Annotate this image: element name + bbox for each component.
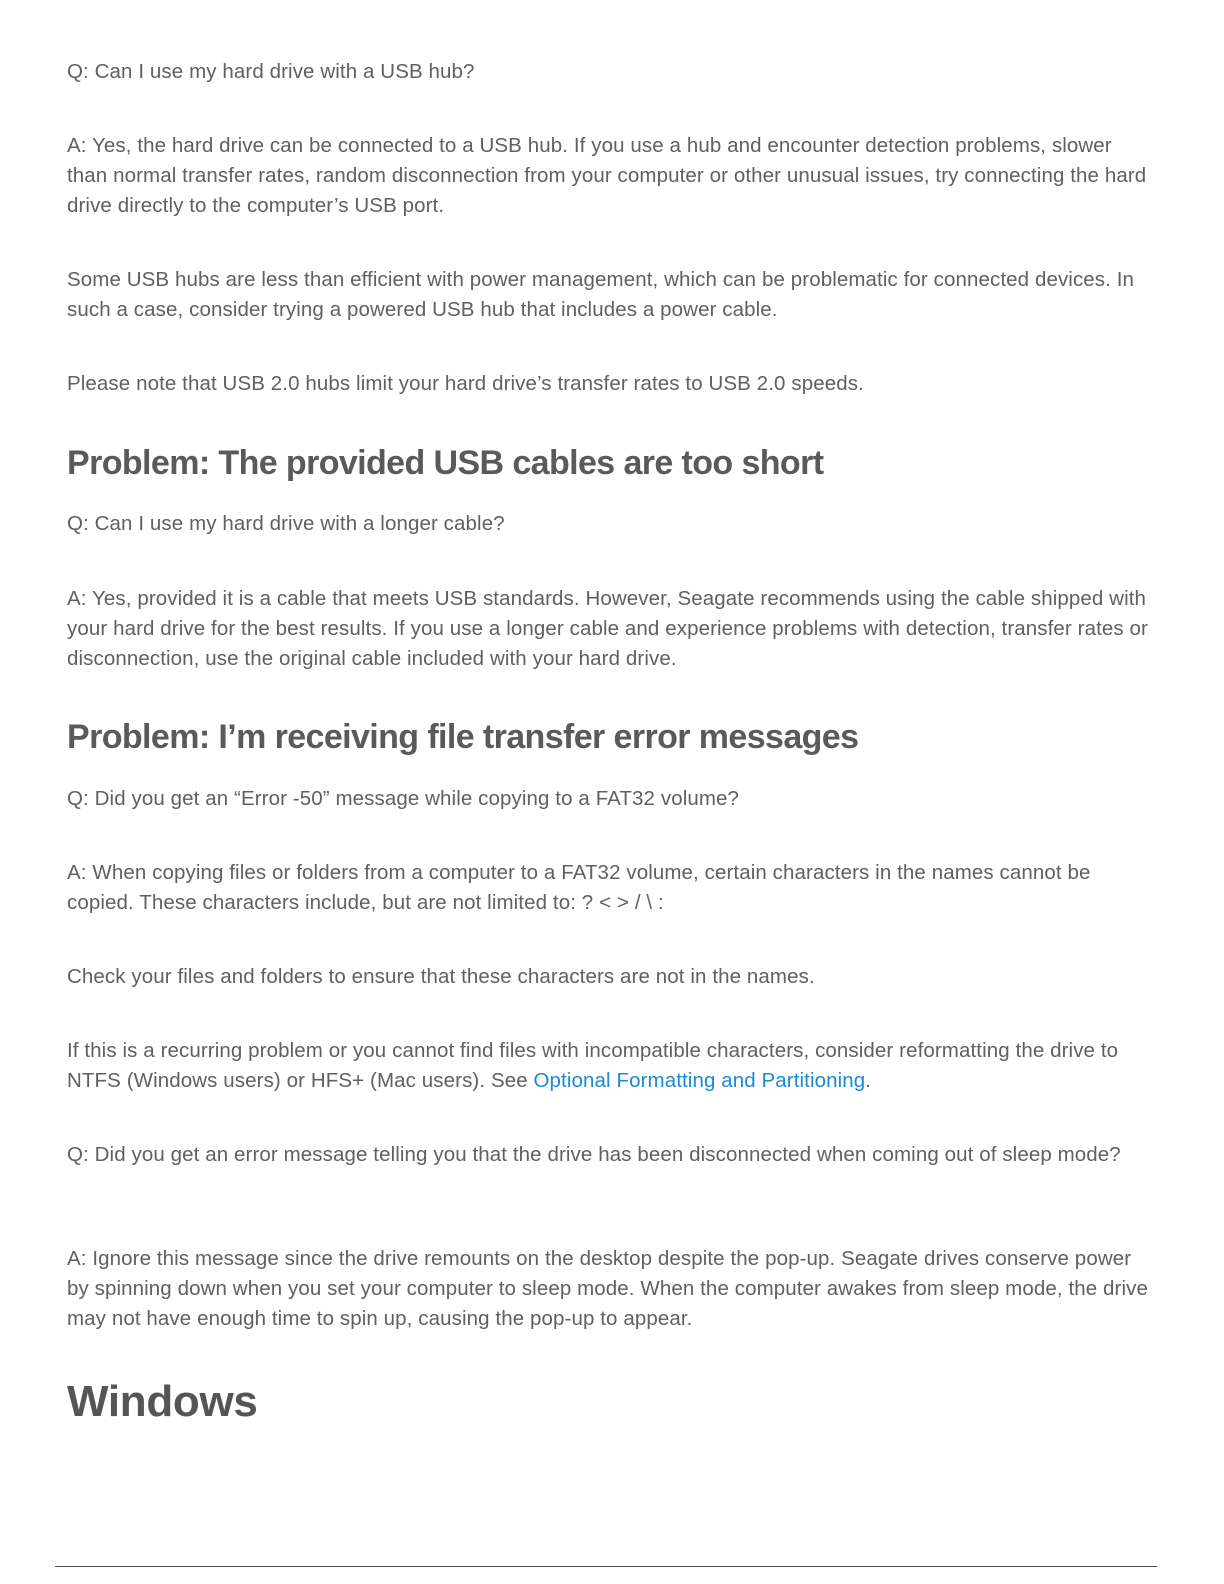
- heading-windows: Windows: [67, 1377, 258, 1426]
- reformat-note-end: .: [865, 1069, 872, 1092]
- sleep-mode-answer: A: Ignore this message since the drive remounts on the desktop despite the pop-up. Seagate drives conserve power by spinning down when you set your computer to sleep mode. When the computer awakes from sleep mode, the drive may not have enough time to spin up, causing the pop-up to appear.: [67, 1247, 1148, 1330]
- footer-divider: [55, 1566, 1157, 1567]
- optional-formatting-link[interactable]: Optional Formatting and Partitioning: [533, 1069, 866, 1092]
- longer-cable-answer: A: Yes, provided it is a cable that meets USB standards. However, Seagate recommends using the cable shipped with your hard drive for the best results. If you use a longer cable and experience problems with detection, transfer rates or disconnection, use the original cable included with your hard drive.: [67, 587, 1148, 670]
- longer-cable-question: Q: Can I use my hard drive with a longer cable?: [67, 512, 505, 535]
- sleep-mode-question: Q: Did you get an error message telling you that the drive has been disconnected when coming out of sleep mode?: [67, 1143, 1121, 1166]
- check-names-note: Check your files and folders to ensure that these characters are not in the names.: [67, 965, 815, 988]
- error-50-question: Q: Did you get an “Error -50” message while copying to a FAT32 volume?: [67, 787, 740, 810]
- error-50-answer: A: When copying files or folders from a computer to a FAT32 volume, certain characters in the names cannot be copied. These characters include, but are not limited to: ? < > / \ :: [67, 861, 1091, 914]
- heading-transfer-errors: Problem: I’m receiving file transfer error messages: [67, 718, 859, 756]
- usb-hub-question: Q: Can I use my hard drive with a USB hub?: [67, 60, 475, 83]
- reformat-note-text: If this is a recurring problem or you cannot find files with incompatible characters, consider reformatting the drive to NTFS (Windows users) or HFS+ (Mac users). See: [67, 1039, 1119, 1092]
- usb-hub-answer: A: Yes, the hard drive can be connected to a USB hub. If you use a hub and encounter detection problems, slower than normal transfer rates, random disconnection from your computer or other unusual issues, try connecting the hard drive directly to the computer’s USB port.: [67, 134, 1147, 217]
- usb-hub-power-note: Some USB hubs are less than efficient with power management, which can be problematic for connected devices. In such a case, consider trying a powered USB hub that includes a power cable.: [67, 268, 1135, 321]
- usb-hub-speed-note: Please note that USB 2.0 hubs limit your hard drive’s transfer rates to USB 2.0 speeds.: [67, 372, 864, 395]
- reformat-note: [67, 1036, 1157, 1096]
- heading-cables-too-short: Problem: The provided USB cables are too short: [67, 444, 824, 482]
